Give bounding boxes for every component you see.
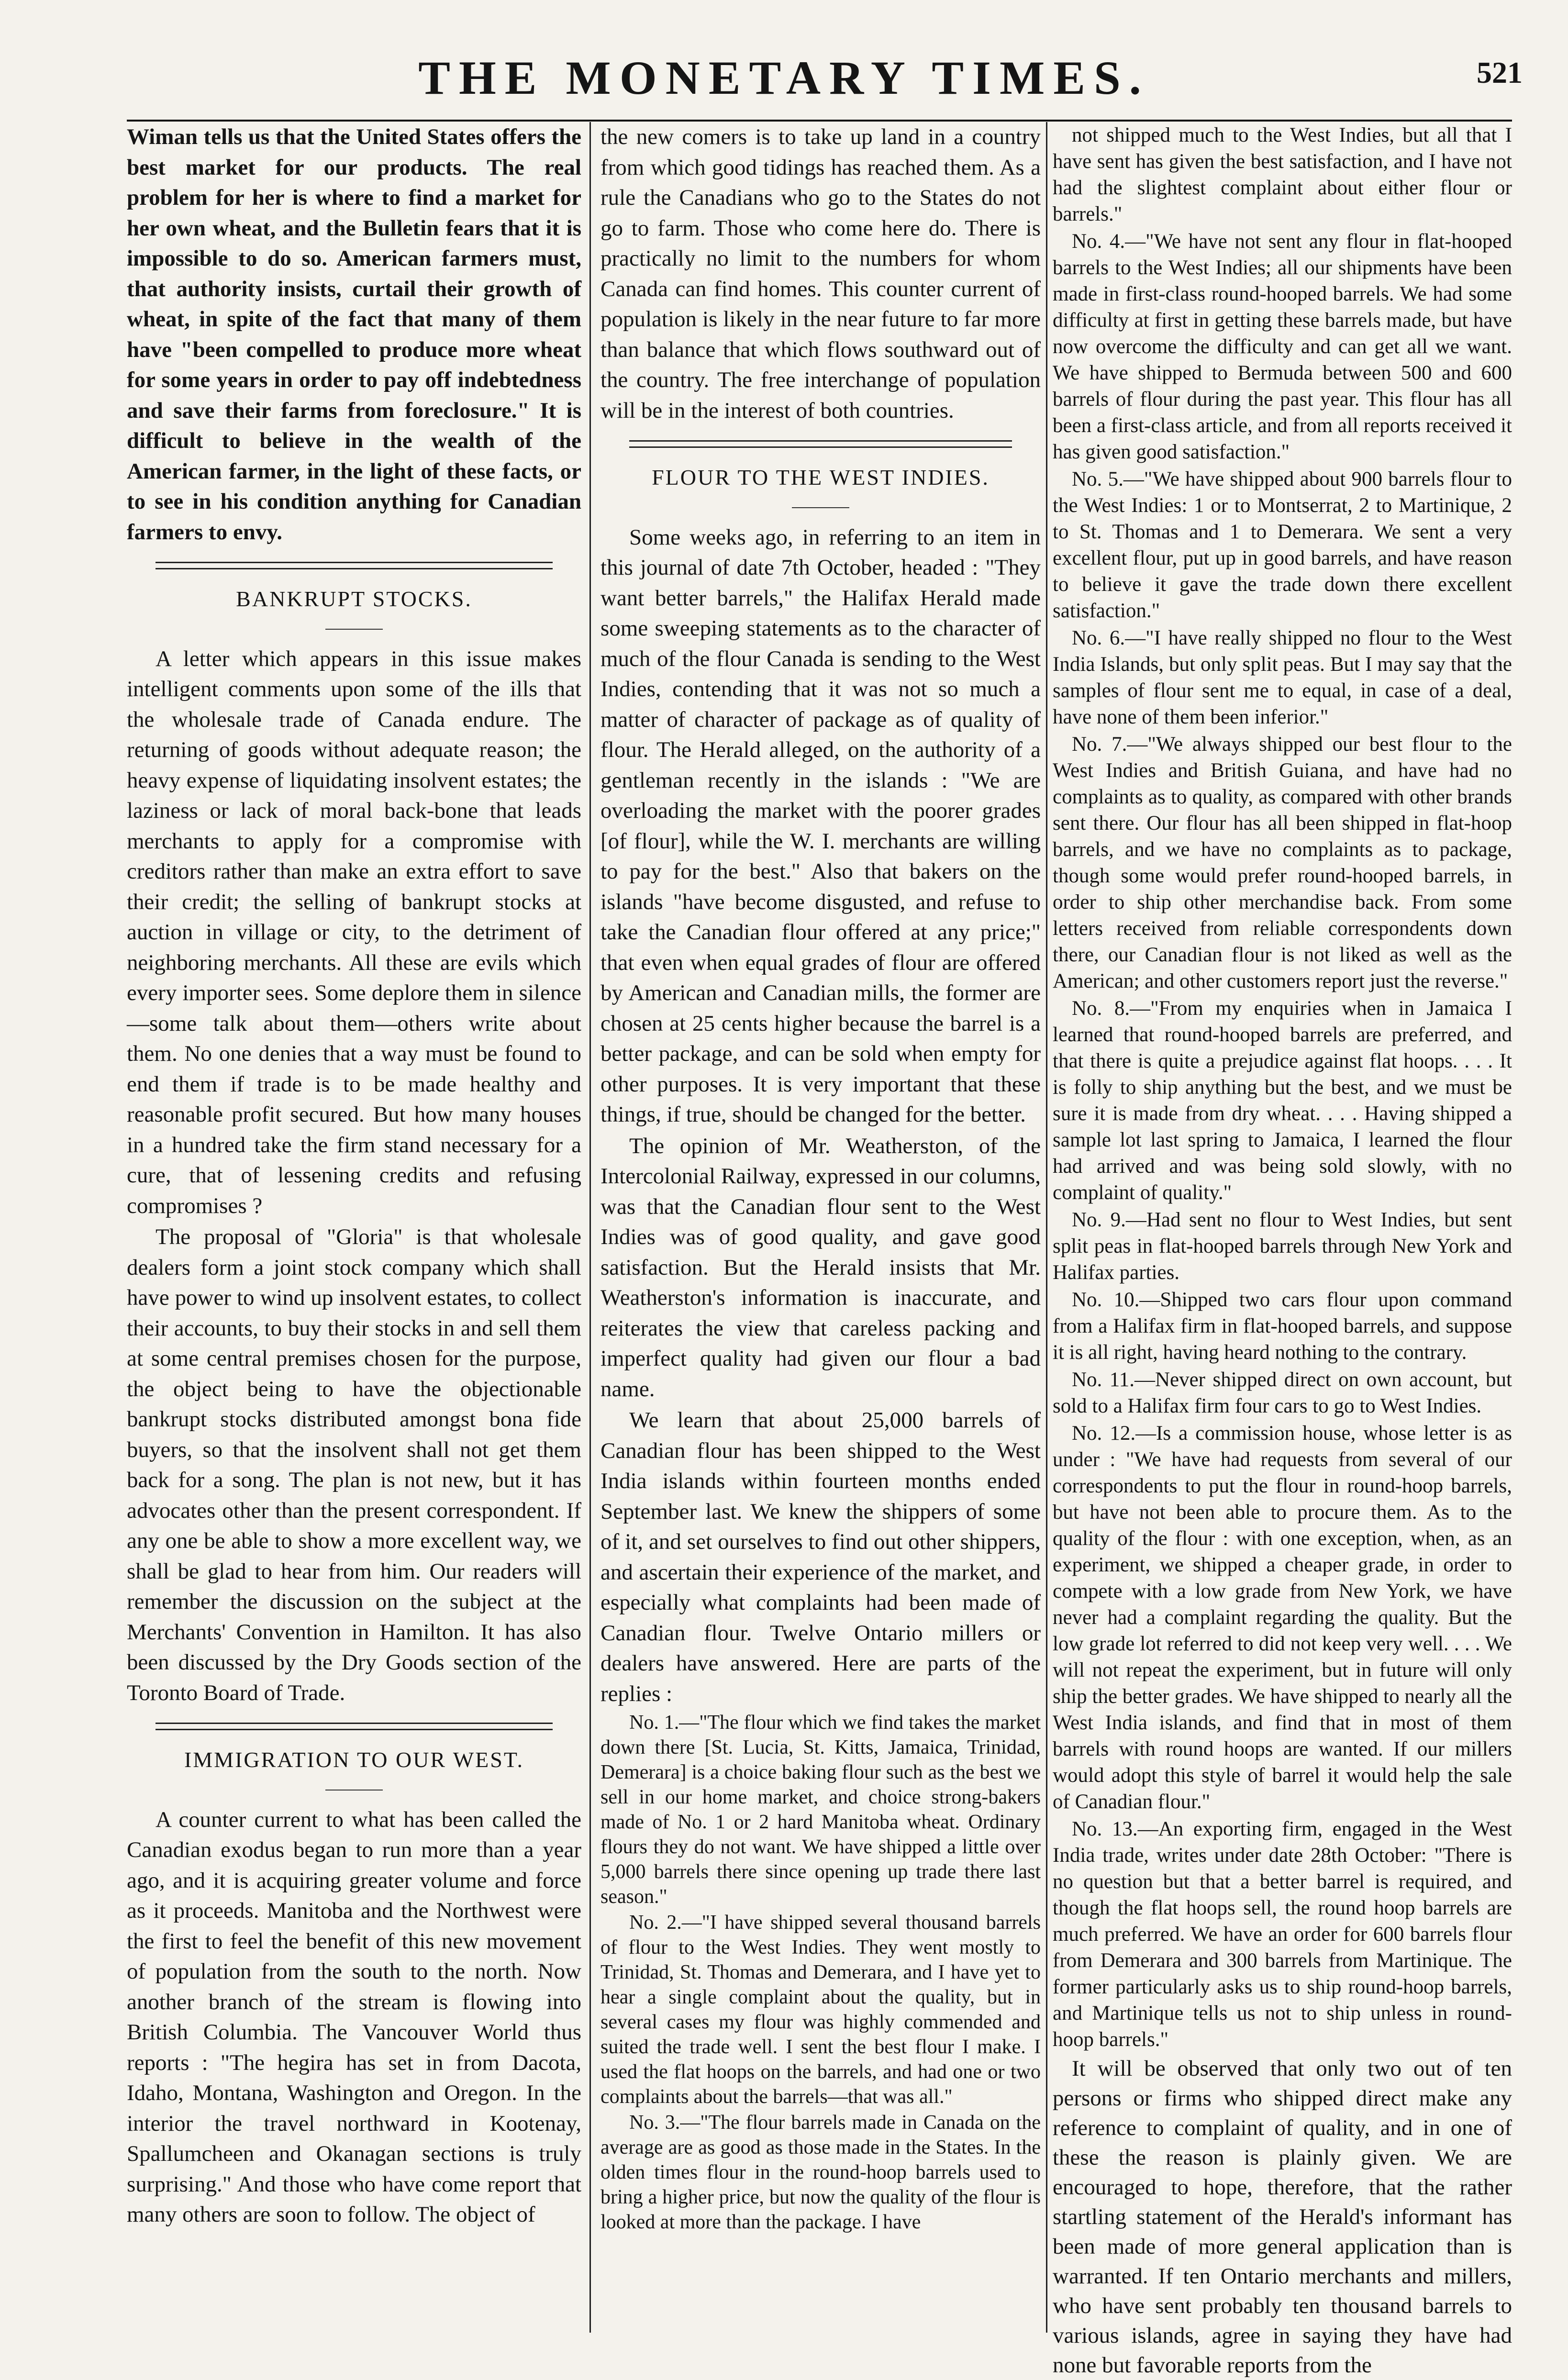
section-heading-immigration: IMMIGRATION TO OUR WEST.: [184, 1747, 524, 1772]
column-2: [601, 122, 1041, 2333]
paragraph: No. 10.—Shipped two cars flour upon command from a Halifax firm in flat-hooped barrels, and suppose it is all right, having heard nothing to the contrary.: [1053, 1289, 1512, 1364]
section-divider: [156, 1723, 553, 1730]
paragraph: No. 1.—"The flour which we find takes the market down there [St. Lucia, St. Kitts, Jamaica, Trinidad, Demerara] is a choice baking flour such as the best we sell in our home market, and choice strong-bakers made of No. 1 or 2 hard Manitoba wheat. Ordinary flours they do not want. We have shipped a little over 5,000 barrels there since opening up trade there last season.": [601, 1712, 1041, 1908]
paragraph: No. 9.—Had sent no flour to West Indies, but sent split peas in flat-hooped barrels through New York and Halifax parties.: [1053, 1209, 1512, 1284]
paragraph: No. 5.—"We have shipped about 900 barrels flour to the West Indies: 1 or to Montserrat, 2 to Martinique, 2 to St. Thomas and 1 to Demerara. We sent a very excellent flour, put up in good barrels, and have reason to believe it gave the trade down there excellent satisfaction.": [1053, 468, 1512, 622]
paragraph: No. 6.—"I have really shipped no flour to the West India Islands, but only split peas. But I may say that the samples of flour sent me to equal, in case of a deal, have none of them been inferior.": [1053, 627, 1512, 728]
heading-rule: [792, 507, 849, 508]
masthead: [0, 0, 1568, 120]
paragraph: A counter current to what has been called the Canadian exodus began to run more than a year ago, and it is acquiring greater volume and force as it proceeds. Manitoba and the Northwest were the first to feel the benefit of this new movement of population from the south to the north. Now another branch of the stream is flowing into British Columbia. The Vancouver World thus reports : "The hegira has set in from Dacota, Idaho, Montana, Washington and Oregon. In the interior the travel northward in Kootenay, Spallumcheen and Okanagan sections is truly surprising." And those who have come report that many others are soon to follow. The object of: [127, 1807, 581, 2227]
paragraph: No. 12.—Is a commission house, whose letter is as under : "We have had requests from several of our correspondents to put the flour in round-hoop barrels, but have not been able to procure them. As to the quality of the flour : with one exception, when, as an experiment, we shipped a cheaper grade, in order to compete with a low grade from New York, we have never had a complaint regarding the quality. But the low grade lot referred to did not keep very well. . . . We will not repeat the experiment, but in future will only ship the better grades. We have shipped to nearly all the West India islands, and find that in most of them barrels with round hoops are wanted. If our millers would adopt this style of barrel it would help the sale of Canadian flour.": [1053, 1422, 1512, 1813]
section-heading-bankrupt-stocks: BANKRUPT STOCKS.: [236, 587, 472, 611]
column-1: [127, 122, 581, 2333]
paragraph: The proposal of "Gloria" is that wholesale dealers form a joint stock company which shall have power to wind up insolvent estates, to collect their accounts, to buy their stocks in and sell them at some central premises chosen for the purpose, the object being to have the objectionable bankrupt stocks distributed amongst bona fide buyers, so that the insolvent shall not get them back for a song. The plan is not new, but it has advocates other than the present correspondent. If any one be able to show a more excellent way, we shall be glad to hear from him. Our readers will remember the discussion on the subject at the Merchants' Convention in Hamilton. It has also been discussed by the Dry Goods section of the Toronto Board of Trade.: [127, 1224, 581, 1705]
paragraph: No. 7.—"We always shipped our best flour to the West Indies and British Guiana, and have had no complaints as to quality, as compared with other brands sent there. Our flour has all been shipped in flat-hoop barrels, and we have no complaints as to package, though some would prefer round-hooped barrels, in order to ship other merchandise back. From some letters received from reliable correspondents down there, our Canadian flour is not liked as well as the American; and other customers report just the reverse.": [1053, 733, 1512, 992]
section-divider: [629, 440, 1012, 448]
paragraph: No. 3.—"The flour barrels made in Canada on the average are as good as those made in the States. In the olden times flour in the round-hoop barrels used to bring a higher price, but now the quality of the flour is looked at more than the package. I have: [601, 2112, 1041, 2233]
paragraph: No. 13.—An exporting firm, engaged in the West India trade, writes under date 28th October: "There is no question but that a better barrel is required, and though the flat hoops sell, the round hoop barrels are much preferred. We have an order for 600 barrels flour from Demerara and 300 barrels from Martinique. The former particularly asks us to ship round-hoop barrels, and Martinique tells us not to ship unless in round-hoop barrels.": [1053, 1818, 1512, 2051]
page-number: 521: [1477, 56, 1523, 89]
paragraph: No. 8.—"From my enquiries when in Jamaica I learned that round-hooped barrels are preferred, and that there is quite a prejudice against flat hoops. . . . It is folly to ship anything but the best, and we must be sure it is made from dry wheat. . . . Having shipped a sample lot last spring to Jamaica, I learned the flour had arrived and was being sold slowly, with no complaint of quality.": [1053, 997, 1512, 1204]
paragraph: Wiman tells us that the United States offers the best market for our products. The real problem for her is where to find a market for her own wheat, and the Bulletin fears that it is impossible to do so. American farmers must, that authority insists, curtail their growth of wheat, in spite of the fact that many of them have "been compelled to produce more wheat for some years in order to pay off indebtedness and save their farms from foreclosure." It is difficult to believe in the wealth of the American farmer, in the light of these facts, or to see in his condition anything for Canadian farmers to envy.: [127, 124, 581, 545]
paragraph: Some weeks ago, in referring to an item in this journal of date 7th October, headed : "They want better barrels," the Halifax Herald made some sweeping statements as to the character of much of the flour Canada is sending to the West Indies, contending that it was not so much a matter of character of package as of quality of flour. The Herald alleged, on the authority of a gentleman recently in the islands : "We are overloading the market with the poorer grades [of flour], while the W. I. merchants are willing to pay for the best." Also that bakers on the islands "have become disgusted, and refuse to take the Canadian flour offered at any price;" that even when equal grades of flour are offered by American and Canadian mills, the former are chosen at 25 cents higher because the barrel is a better package, and can be sold when empty for other purposes. It is very important that these things, if true, should be changed for the better.: [601, 524, 1041, 1127]
paragraph: No. 11.—Never shipped direct on own account, but sold to a Halifax firm four cars to go to West Indies.: [1053, 1368, 1512, 1417]
newspaper-title: THE MONETARY TIMES.: [418, 51, 1150, 104]
header-rule: [127, 120, 1512, 122]
paragraph: not shipped much to the West Indies, but all that I have sent has given the best satisfaction, and I have not had the slightest complaint about either flour or barrels.": [1053, 124, 1512, 225]
section-heading-flour: FLOUR TO THE WEST INDIES.: [652, 465, 990, 489]
paragraph: the new comers is to take up land in a country from which good tidings has reached them. As a rule the Canadians who go to the States do not go to farm. Those who come here do. There is practically no limit to the numbers for whom Canada can find homes. This counter current of population is likely in the near future to far more than balance that which flows southward out of the country. The free interchange of population will be in the interest of both countries.: [601, 124, 1041, 423]
column-divider-1: [589, 122, 591, 2333]
heading-rule: [325, 629, 383, 630]
paragraph: It will be observed that only two out of ten persons or firms who shipped direct make any reference to complaint of quality, and in one of these the reason is plainly given. We are encouraged to hope, therefore, that the rather startling statement of the Herald's informant has been made of more general application than is warranted. If ten Ontario merchants and millers, who have sent probably ten thousand barrels to various islands, agree in saying they have had none but favorable reports from the: [1053, 2056, 1512, 2378]
section-divider: [156, 562, 553, 569]
column-3: [1053, 122, 1512, 2378]
paragraph: We learn that about 25,000 barrels of Canadian flour has been shipped to the West India islands within fourteen months ended September last. We knew the shippers of some of it, and set ourselves to find out other shippers, and ascertain their experience of the market, and especially what complaints had been made of Canadian flour. Twelve Ontario millers or dealers have answered. Here are parts of the replies :: [601, 1408, 1041, 1706]
paragraph: No. 4.—"We have not sent any flour in flat-hooped barrels to the West Indies; all our shipments have been made in first-class round-hooped barrels. We had some difficulty at first in getting these barrels made, but have now overcome the difficulty and can get all we want. We have shipped to Bermuda between 500 and 600 barrels of flour during the past year. This flour has all been a first-class article, and from all reports received it has given good satisfaction.": [1053, 230, 1512, 463]
paragraph: The opinion of Mr. Weatherston, of the Intercolonial Railway, expressed in our columns, was that the Canadian flour sent to the West Indies was of good quality, and gave good satisfaction. But the Herald insists that Mr. Weatherston's information is inaccurate, and reiterates the view that careless packing and imperfect quality had given our flour a bad name.: [601, 1133, 1041, 1401]
heading-rule: [325, 1790, 383, 1791]
paragraph: A letter which appears in this issue makes intelligent comments upon some of the ills that the wholesale trade of Canada endure. The returning of goods without adequate reason; the heavy expense of liquidating insolvent estates; the laziness or lack of moral back-bone that leads merchants to apply for a compromise with creditors rather than make an extra effort to save their credit; the selling of bankrupt stocks at auction in village or city, to the detriment of neighboring merchants. All these are evils which every importer sees. Some deplore them in silence—some talk about them—others write about them. No one denies that a way must be found to end them if trade is to be made healthy and reasonable profit secured. But how many houses in a hundred take the firm stand necessary for a cure, that of lessening credits and refusing compromises ?: [127, 646, 581, 1218]
paragraph: No. 2.—"I have shipped several thousand barrels of flour to the West Indies. They went mostly to Trinidad, St. Thomas and Demerara, and I have yet to hear a single complaint about the quality, but in several cases my flour was highly commended and suited the trade well. I sent the best flour I make. I used the flat hoops on the barrels, and had one or two complaints about the barrels—that was all.": [601, 1912, 1041, 2108]
column-divider-2: [1046, 122, 1047, 2333]
